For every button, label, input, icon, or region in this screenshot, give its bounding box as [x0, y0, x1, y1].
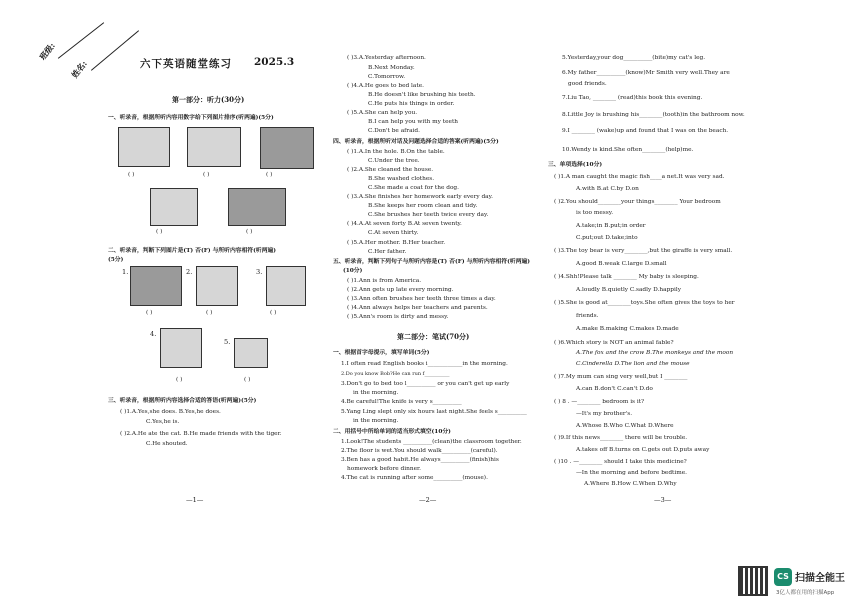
- q4-item-2-b: B.She washed clothes.: [368, 176, 435, 182]
- w2-item-7: 7.Liu Tao, ________ (read)this book this evening.: [562, 95, 703, 101]
- c-item-2-b: is too messy.: [576, 210, 614, 216]
- q4-item-5: ( )5.A.Her mother. B.Her teacher.: [347, 240, 446, 246]
- picture-q2-1: [130, 266, 182, 306]
- w2-item-10: 10.Wendy is kind.She often________(help)me.: [562, 147, 694, 153]
- q2-number: 1.: [122, 268, 129, 276]
- q3-item-5-c: C.Don't be afraid.: [368, 128, 420, 134]
- w2-item-9: 9.I ________ (wake)up and found that I was on the beach.: [562, 128, 729, 134]
- q4-item-3-c: C.She brushes her teeth twice every day.: [368, 212, 489, 218]
- page-3: [540, 0, 860, 608]
- part1-heading: 第一部分：听力(30分): [172, 95, 245, 104]
- q3-item-5-b: B.I can help you with my teeth: [368, 119, 459, 125]
- listening-q5: 五、听录音，判断下列句子与所听内容是(T) 否(F) 与所听内容相符(听两遍): [333, 259, 531, 265]
- q5-item: ( )5.Ann's room is dirty and messy.: [347, 314, 449, 320]
- c-item-8: ( ) 8 . —________ bedroom is it?: [554, 399, 645, 405]
- w2-item-3-b: homework before dinner.: [347, 466, 421, 472]
- q2-number: 5.: [224, 338, 231, 346]
- w1-item-4: 4.Be careful!The knife is very s__________: [341, 399, 462, 405]
- q3-item-1: ( )1.A.Yes,she does. B.Yes,he does.: [120, 409, 221, 415]
- picture-q1-3: [260, 127, 314, 169]
- page-number: —3—: [654, 496, 672, 504]
- page-title: 六下英语随堂练习: [140, 58, 232, 70]
- c-item-9-options: A.takes off B.turns on C.gets out D.puts away: [576, 447, 710, 453]
- scanner-tagline: 3亿人都在用的扫描App: [776, 590, 835, 596]
- answer-bracket[interactable]: ( ): [244, 377, 251, 383]
- c-item-9: ( )9.If this news________ there will be trouble.: [554, 435, 688, 441]
- listening-q4: 四、听录音，根据所听对话及问题选择合适的答案(听两遍)(5分): [333, 139, 499, 145]
- w2-item-4: 4.The cat is running after some__________(mouse).: [341, 475, 488, 481]
- c-item-5: ( )5.She is good at________toys.She often gives the toys to her: [554, 300, 735, 306]
- w1-item-2: 2.Do you know Bob?He can run f__________: [341, 371, 450, 377]
- listening-q5-score: (10分): [343, 268, 363, 274]
- c-item-5-options: A.make B.making C.makes D.made: [576, 326, 679, 332]
- c-item-2-options-2: C.put;out D.take;into: [576, 235, 638, 241]
- q5-item: ( )1.Ann is from America.: [347, 278, 422, 284]
- writing-q1: 一、根据首字母提示，填写单词(5分): [333, 350, 430, 356]
- picture-q2-5: [234, 338, 268, 368]
- q4-item-3-b: B.She keeps her room clean and tidy.: [368, 203, 478, 209]
- q4-item-3: ( )3.A.She finishes her homework early every day.: [347, 194, 493, 200]
- scanner-brand: 扫描全能王: [795, 573, 845, 584]
- q3-item-2: ( )2.A.He ate the cat. B.He made friends with the tiger.: [120, 431, 282, 437]
- q3-item-4-c: C.He puts his things in order.: [368, 101, 455, 107]
- exam-date: 2025.3: [254, 56, 295, 68]
- listening-q2: 二、听录音，判断下列图片是(T) 否(F) 与所听内容相符(听两遍): [108, 248, 277, 254]
- q3-item-5: ( )5.A.She can help you.: [347, 110, 418, 116]
- name-label: 姓名:: [69, 58, 89, 80]
- c-item-7: ( )7.My mum can sing very well,but I ________: [554, 374, 688, 380]
- q4-item-2-c: C.She made a coat for the dog.: [368, 185, 459, 191]
- c-item-3: ( )3.The toy bear is very________,but the giraffe is very small.: [554, 248, 733, 254]
- w2-item-6-b: good friends.: [568, 81, 607, 87]
- answer-bracket[interactable]: ( ): [206, 310, 213, 316]
- q5-item: ( )2.Ann gets up late every morning.: [347, 287, 454, 293]
- answer-bracket[interactable]: ( ): [176, 377, 183, 383]
- q4-item-4: ( )4.A.At seven forty B.At seven twenty.: [347, 221, 462, 227]
- c-item-4: ( )4.Shh!Please talk ________ My baby is sleeping.: [554, 274, 699, 280]
- picture-q2-2: [196, 266, 238, 306]
- answer-bracket[interactable]: ( ): [246, 229, 253, 235]
- picture-q2-4: [160, 328, 202, 368]
- q3-item-4-b: B.He doesn't like brushing his teeth.: [368, 92, 476, 98]
- answer-bracket[interactable]: ( ): [128, 172, 135, 178]
- w2-item-6: 6.My father__________(know)Mr Smith very well.They are: [562, 70, 730, 76]
- c-item-2: ( )2.You should________your things________ Your bedroom: [554, 199, 721, 205]
- q4-item-1: ( )1.A.In the hole. B.On the table.: [347, 149, 445, 155]
- writing-q3: 三、单项选择(10分): [548, 162, 603, 168]
- qr-code-icon: [738, 566, 768, 596]
- c-item-1: ( )1.A man caught the magic fish____a net.It was very sad.: [554, 174, 725, 180]
- q3-item-2-option-c: C.He shouted.: [146, 441, 188, 447]
- class-label: 班级:: [37, 40, 57, 62]
- class-line: [58, 22, 104, 58]
- q2-number: 3.: [256, 268, 263, 276]
- c-item-10-options: A.Where B.How C.When D.Why: [584, 481, 677, 487]
- q5-item: ( )3.Ann often brushes her teeth three times a day.: [347, 296, 496, 302]
- answer-bracket[interactable]: ( ): [203, 172, 210, 178]
- answer-bracket[interactable]: ( ): [266, 172, 273, 178]
- picture-q1-5: [228, 188, 286, 226]
- c-item-10-b: —In the morning and before bedtime.: [576, 470, 688, 476]
- w2-item-1: 1.Look!The students __________(clean)the classroom together.: [341, 439, 522, 445]
- q3-item-3-b: B.Next Monday.: [368, 65, 415, 71]
- w2-item-8: 8.Little Joy is brushing his________(tooth)in the bathroom now.: [562, 112, 745, 118]
- picture-q1-4: [150, 188, 198, 226]
- picture-q1-2: [187, 127, 241, 167]
- scanner-logo-icon: CS: [774, 568, 792, 586]
- q3-item-1-option-c: C.Yes,he is.: [146, 419, 180, 425]
- part2-heading: 第二部分：笔试(70分): [397, 332, 470, 341]
- answer-bracket[interactable]: ( ): [156, 229, 163, 235]
- answer-bracket[interactable]: ( ): [270, 310, 277, 316]
- page-number: —2—: [419, 496, 437, 504]
- w1-item-1: 1.I often read English books i____________in the morning.: [341, 361, 508, 367]
- q4-item-5-c: C.Her father.: [368, 249, 407, 255]
- c-item-8-options: A.Whose B.Who C.What D.Where: [576, 423, 674, 429]
- w1-item-5-b: in the morning.: [353, 418, 399, 424]
- w1-item-5: 5.Yang Ling slept only six hours last night.She feels s__________: [341, 409, 527, 415]
- c-item-1-options: A.with B.at C.by D.on: [576, 186, 639, 192]
- name-line: [91, 30, 139, 71]
- writing-q2: 二、用括号中所给单词的适当形式填空(10分): [333, 429, 451, 435]
- q2-number: 2.: [186, 268, 193, 276]
- page-1: [0, 0, 295, 608]
- c-item-3-options: A.good B.weak C.large D.small: [576, 261, 667, 267]
- w2-item-5: 5.Yesterday,your dog__________(bite)my cat's leg.: [562, 55, 706, 61]
- c-item-5-b: friends.: [576, 313, 599, 319]
- listening-q1: 一、听录音，根据所听内容用数字给下列图片排序(听两遍)(5分): [108, 115, 274, 121]
- c-item-6-options-2: C.Cinderella D.The lion and the mouse: [576, 361, 690, 367]
- c-item-6: ( )6.Which story is NOT an animal fable?: [554, 340, 674, 346]
- w2-item-2: 2.The floor is wet.You should walk__________(careful).: [341, 448, 498, 454]
- q2-number: 4.: [150, 330, 157, 338]
- q3-item-4: ( )4.A.He goes to bed late.: [347, 83, 424, 89]
- page-number: —1—: [186, 496, 204, 504]
- c-item-10: ( )10 . —________ should I take this medicine?: [554, 459, 687, 465]
- q3-item-3-c: C.Tomorrow.: [368, 74, 406, 80]
- q4-item-4-c: C.At seven thirty.: [368, 230, 419, 236]
- c-item-7-options: A.can B.don't C.can't D.do: [576, 386, 653, 392]
- c-item-8-b: —It's my brother's.: [576, 411, 633, 417]
- q3-item-3: ( )3.A.Yesterday afternoon.: [347, 55, 426, 61]
- page-2: [325, 0, 545, 608]
- q5-item: ( )4.Ann always helps her teachers and parents.: [347, 305, 488, 311]
- answer-bracket[interactable]: ( ): [146, 310, 153, 316]
- q4-item-1-c: C.Under the tree.: [368, 158, 420, 164]
- picture-q2-3: [266, 266, 306, 306]
- listening-q3: 三、听录音，根据所听内容选择合适的答语(听两遍)(5分): [108, 398, 257, 404]
- c-item-6-options-1: A.The fox and the crow B.The monkeys and the moon: [576, 350, 734, 356]
- listening-q2-score: (5分): [108, 257, 124, 263]
- w2-item-3: 3.Ben has a good habit.He always__________(finish)his: [341, 457, 499, 463]
- w1-item-3-b: in the morning.: [353, 390, 399, 396]
- w1-item-3: 3.Don't go to bed too l__________ or you can't get up early: [341, 381, 510, 387]
- q4-item-2: ( )2.A.She cleaned the house.: [347, 167, 434, 173]
- c-item-2-options-1: A.take;in B.put;in order: [576, 223, 646, 229]
- picture-q1-1: [118, 127, 170, 167]
- c-item-4-options: A.loudly B.quietly C.sadly D.happily: [576, 287, 681, 293]
